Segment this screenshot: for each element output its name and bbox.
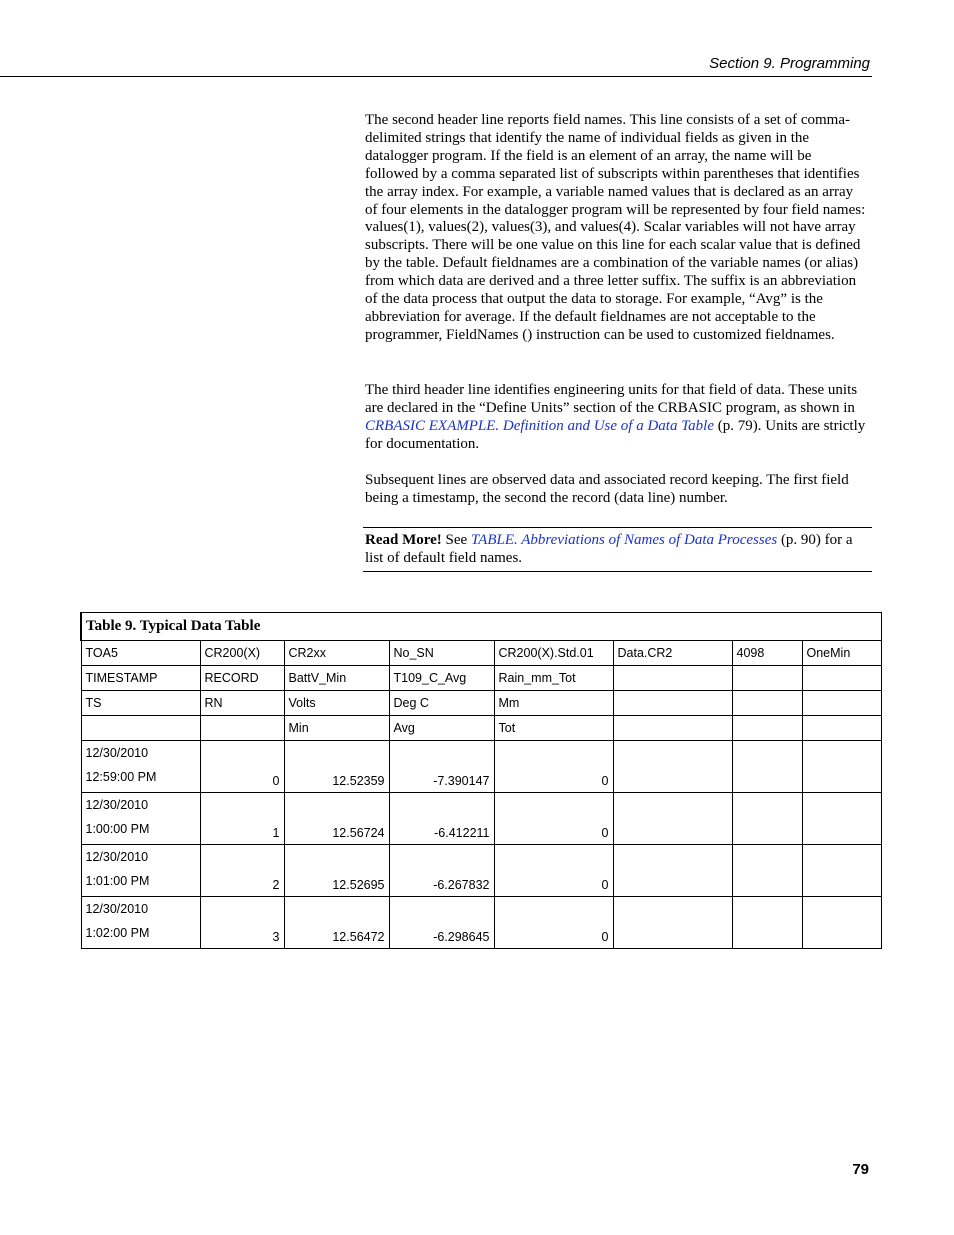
header-rule xyxy=(0,76,872,77)
table-cell: Mm xyxy=(494,691,613,716)
table-cell-empty xyxy=(802,741,881,793)
table-cell-rain: 0 xyxy=(494,845,613,897)
table-cell xyxy=(802,691,881,716)
timestamp-cell xyxy=(81,793,200,845)
table-cell-empty xyxy=(802,897,881,949)
paragraph-units-before: The third header line identifies engineering units for that field of data. These units are declared in the “Define Units” section of the CRBASIC program, as shown in xyxy=(365,382,858,416)
abbreviations-table-link[interactable]: TABLE. Abbreviations of Names of Data Processes xyxy=(470,532,778,548)
timestamp-date: 12/30/2010 xyxy=(85,902,149,916)
table-cell xyxy=(732,666,802,691)
table-cell: RECORD xyxy=(200,666,284,691)
read-more-text xyxy=(365,532,868,568)
table-header-row xyxy=(81,716,881,741)
table-cell-empty xyxy=(613,741,732,793)
table-cell xyxy=(613,716,732,741)
read-more-before: See xyxy=(441,532,471,548)
table-cell-temp: -6.267832 xyxy=(389,845,494,897)
table-cell: Volts xyxy=(284,691,389,716)
table-cell-battv: 12.56472 xyxy=(284,897,389,949)
table-cell-battv: 12.52359 xyxy=(284,741,389,793)
read-more-box xyxy=(363,527,872,572)
table-cell-empty xyxy=(732,897,802,949)
timestamp-date: 12/30/2010 xyxy=(85,798,149,812)
table-cell: TS xyxy=(81,691,200,716)
table-cell: Deg C xyxy=(389,691,494,716)
paragraph-subsequent-lines-text: Subsequent lines are observed data and associated record keeping. The first field being a timestamp, the second the record (data line) number. xyxy=(365,472,849,506)
table-cell-empty xyxy=(613,845,732,897)
timestamp-date: 12/30/2010 xyxy=(85,850,149,864)
table-header-row xyxy=(81,641,881,666)
table-cell: BattV_Min xyxy=(284,666,389,691)
timestamp-time: 1:01:00 PM xyxy=(85,874,150,888)
table-cell-record: 1 xyxy=(200,793,284,845)
paragraph-subsequent-lines xyxy=(365,472,867,508)
table-cell xyxy=(802,716,881,741)
table-cell: T109_C_Avg xyxy=(389,666,494,691)
table-cell: Rain_mm_Tot xyxy=(494,666,613,691)
table-cell xyxy=(613,691,732,716)
timestamp-time: 1:02:00 PM xyxy=(85,926,150,940)
table-cell: OneMin xyxy=(802,641,881,666)
paragraph-field-names-text: The second header line reports field names. This line consists of a set of comma-delimited strings that identify the name of individual fields as given in the datalogger program. If the field is an element of an array, the name will be followed by a comma separated list of subscripts within parentheses that identifies the array index. For example, a variable named values that is declared as an array of four elements in the datalogger program will be represented by four field names: values(1), values(2), values(3), and values(4). Scalar variables will not have array subscripts. There will be one value on this line for each scalar value that is defined by the table. Default fieldnames are a combination of the variable names (or alias) from which data are derived and a three letter suffix. The suffix is an abbreviation of the data process that output the data to storage. For example, “Avg” is the abbreviation for average. If the default fieldnames are not acceptable to the programmer, FieldNames () instruction can be used to customized fieldnames. xyxy=(365,112,866,343)
table-cell: CR200(X) xyxy=(200,641,284,666)
page-number: 79 xyxy=(852,1161,869,1178)
section-title: Section 9. Programming xyxy=(709,55,870,72)
table-cell-empty xyxy=(802,845,881,897)
table-cell-record: 0 xyxy=(200,741,284,793)
table-cell: TOA5 xyxy=(81,641,200,666)
timestamp-cell xyxy=(81,897,200,949)
crbasic-example-link[interactable]: CRBASIC EXAMPLE. Definition and Use of a Data Table xyxy=(365,417,715,434)
paragraph-units-text xyxy=(365,382,867,454)
table-cell: RN xyxy=(200,691,284,716)
table-cell-rain: 0 xyxy=(494,897,613,949)
table-cell-empty xyxy=(732,793,802,845)
table-cell xyxy=(200,716,284,741)
table-cell-empty xyxy=(732,845,802,897)
table-cell-rain: 0 xyxy=(494,793,613,845)
paragraph-field-names xyxy=(365,112,867,345)
table-cell-empty xyxy=(613,897,732,949)
timestamp-time: 1:00:00 PM xyxy=(85,822,150,836)
table-cell: TIMESTAMP xyxy=(81,666,200,691)
table-header-row xyxy=(81,691,881,716)
table-cell: Data.CR2 xyxy=(613,641,732,666)
timestamp-date: 12/30/2010 xyxy=(85,746,149,760)
typical-data-table xyxy=(80,612,882,949)
timestamp-cell xyxy=(81,845,200,897)
table-cell-temp: -7.390147 xyxy=(389,741,494,793)
read-more-after: (p. 90) for a list of default field names. xyxy=(365,532,853,566)
table-cell-battv: 12.56724 xyxy=(284,793,389,845)
table-row xyxy=(81,845,881,897)
table-cell-record: 2 xyxy=(200,845,284,897)
table-cell-battv: 12.52695 xyxy=(284,845,389,897)
table-cell-temp: -6.412211 xyxy=(389,793,494,845)
table-cell: Tot xyxy=(494,716,613,741)
table-cell: CR200(X).Std.01 xyxy=(494,641,613,666)
table-cell-empty xyxy=(613,793,732,845)
table-cell: Min xyxy=(284,716,389,741)
timestamp-time: 12:59:00 PM xyxy=(85,770,157,784)
table-cell xyxy=(732,716,802,741)
timestamp-cell xyxy=(81,741,200,793)
read-more-label: Read More! xyxy=(365,532,442,548)
table-caption-row xyxy=(81,613,881,641)
table-row xyxy=(81,741,881,793)
table-row xyxy=(81,897,881,949)
table-cell-empty xyxy=(732,741,802,793)
table-cell xyxy=(802,666,881,691)
table-cell xyxy=(81,716,200,741)
table-caption: Table 9. Typical Data Table xyxy=(81,613,881,641)
table-cell: 4098 xyxy=(732,641,802,666)
table-cell xyxy=(613,666,732,691)
table-cell xyxy=(732,691,802,716)
table-cell: Avg xyxy=(389,716,494,741)
table-cell-rain: 0 xyxy=(494,741,613,793)
table-cell-record: 3 xyxy=(200,897,284,949)
table-cell-empty xyxy=(802,793,881,845)
table-row xyxy=(81,793,881,845)
table-cell: CR2xx xyxy=(284,641,389,666)
table-cell-temp: -6.298645 xyxy=(389,897,494,949)
table-cell: No_SN xyxy=(389,641,494,666)
paragraph-units-after: (p. 79). Units are strictly for documentation. xyxy=(365,417,866,452)
paragraph-units xyxy=(365,382,867,454)
table-header-row xyxy=(81,666,881,691)
